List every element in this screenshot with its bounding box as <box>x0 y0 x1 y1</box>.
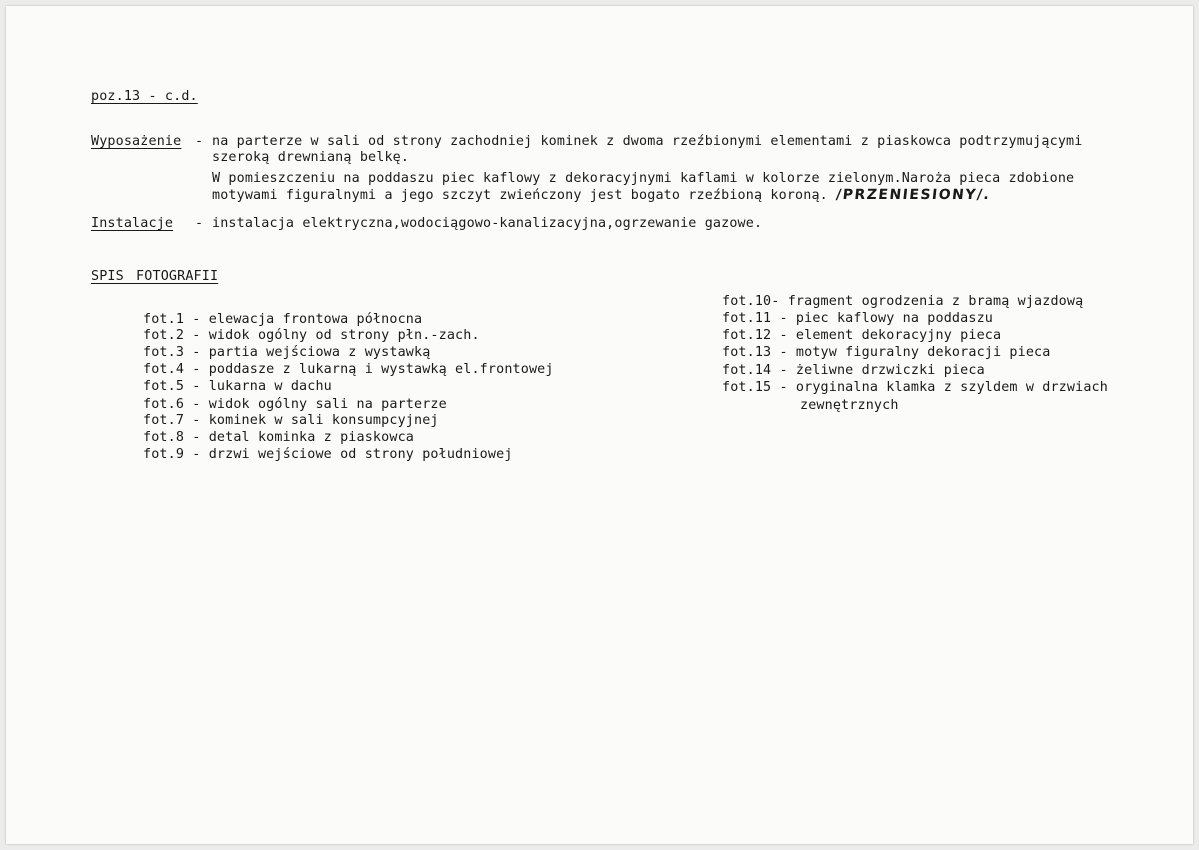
equipment-dash: - <box>195 134 204 149</box>
photo-item-1: fot.1 - elewacja frontowa północna <box>143 312 423 327</box>
photo-item-15-continued: zewnętrznych <box>800 398 899 413</box>
photo-item-5: fot.5 - lukarna w dachu <box>143 379 332 394</box>
installations-dash: - <box>195 216 204 231</box>
photo-item-8: fot.8 - detal kominka z piaskowca <box>143 430 414 445</box>
installations-label: Instalacje <box>91 216 174 231</box>
photo-item-9: fot.9 - drzwi wejściowe od strony południowej <box>143 447 513 462</box>
equipment-text-line-3: W pomieszczeniu na poddaszu piec kaflowy z dekoracyjnymi kaflami w kolorze zielonym.Naroża pieca zdobione <box>212 171 1075 186</box>
equipment-text-line-4 <box>212 187 990 204</box>
photo-list-heading: SPIS FOTOGRAFII <box>91 269 219 284</box>
handwritten-note: /PRZENIESIONY/. <box>835 187 992 203</box>
equipment-text-line-2: szeroką drewnianą belkę. <box>212 150 410 165</box>
photo-item-6: fot.6 - widok ogólny sali na parterze <box>143 397 447 412</box>
photo-item-7: fot.7 - kominek w sali konsumpcyjnej <box>143 413 439 428</box>
photo-item-13: fot.13 - motyw figuralny dekoracji pieca <box>722 345 1051 360</box>
equipment-label: Wyposażenie <box>91 134 182 149</box>
photo-item-15: fot.15 - oryginalna klamka z szyldem w drzwiach <box>722 380 1108 395</box>
photo-item-11: fot.11 - piec kaflowy na poddaszu <box>722 311 993 326</box>
photo-item-12: fot.12 - element dekoracyjny pieca <box>722 328 1002 343</box>
photo-item-10: fot.10- fragment ogrodzenia z bramą wjazdową <box>722 294 1084 309</box>
equipment-text-line-1: na parterze w sali od strony zachodniej kominek z dwoma rzeźbionymi elementami z piaskowca podtrzymującymi <box>212 134 1083 149</box>
position-header: poz.13 - c.d. <box>91 89 198 104</box>
photo-item-14: fot.14 - żeliwne drzwiczki pieca <box>722 363 985 378</box>
equipment-text-line-4-typed: motywami figuralnymi a jego szczyt zwieńczony jest bogato rzeźbioną koroną. <box>212 188 828 203</box>
photo-item-4: fot.4 - poddasze z lukarną i wystawką el.frontowej <box>143 362 554 377</box>
document-page <box>6 6 1193 844</box>
installations-text: instalacja elektryczna,wodociągowo-kanalizacyjna,ogrzewanie gazowe. <box>212 216 763 231</box>
photo-item-3: fot.3 - partia wejściowa z wystawką <box>143 345 431 360</box>
photo-item-2: fot.2 - widok ogólny od strony płn.-zach. <box>143 328 480 343</box>
